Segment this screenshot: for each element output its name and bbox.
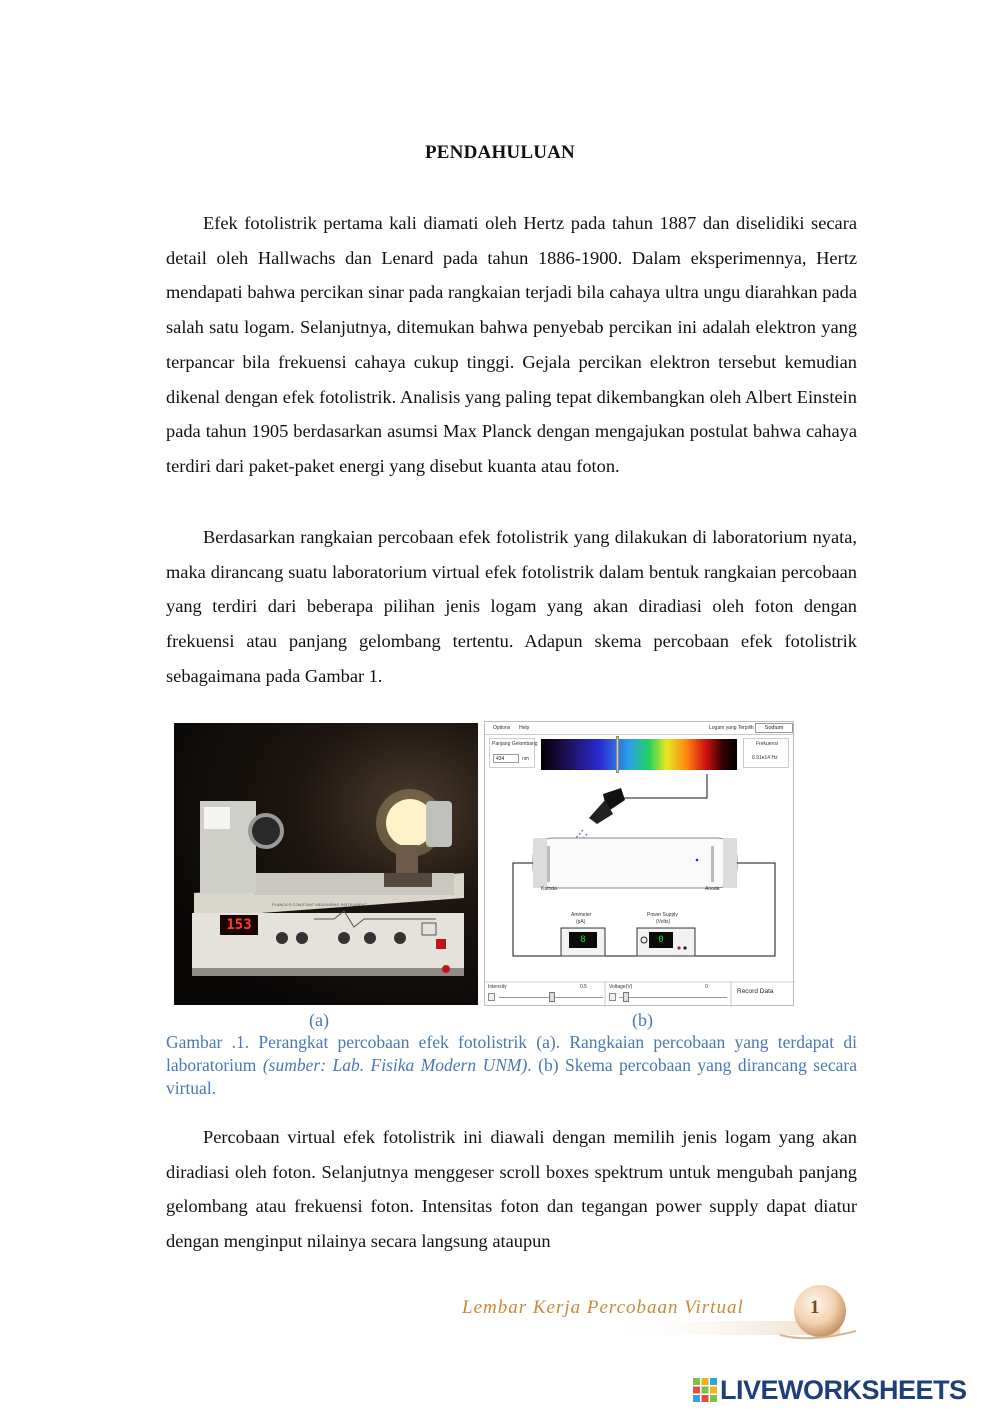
frequency-value: 6.91e14 Hz: [752, 755, 778, 761]
power-supply-unit: (Volts): [656, 919, 671, 925]
intensity-slider-thumb[interactable]: [549, 992, 555, 1002]
liveworksheets-text: LIVEWORKSHEETS: [720, 1374, 967, 1405]
caption-text-2: . (b) Skema percobaan yang dirancang secara virtual.: [166, 1055, 858, 1098]
figure-label-a: (a): [309, 1010, 329, 1030]
instrument-panel-label: PLANCK'S CONSTANT MEASURING INSTRUMENT: [272, 902, 367, 907]
figure-caption: [166, 1031, 857, 1100]
paragraph-intro: Efek fotolistrik pertama kali diamati oleh Hertz pada tahun 1887 dan diselidiki secara detail oleh Hallwachs dan Lenard pada tahun 1886-1900. Dalam eksperimennya, Hertz mendapati bahwa percikan sinar pada rangkaian terjadi bila cahaya ultra ungu diarahkan pada salah satu logam. Selanjutnya, ditemukan bahwa penyebab percikan ini adalah elektron yang terpancar bila frekuensi cahaya cukup tinggi. Gejala percikan elektron tersebut kemudian dikenal dengan efek fotolistrik. Analisis yang paling tepat dikembangkan oleh Albert Einstein pada tahun 1905 berdasarkan asumsi Max Planck dengan mengajukan postulat bahwa cahaya terdiri dari paket-paket energi yang disebut kuanta atau foton.: [166, 213, 857, 476]
voltage-slider-thumb[interactable]: [623, 992, 629, 1002]
metal-select[interactable]: Sodium: [755, 723, 793, 733]
intensity-label: Intensity: [488, 984, 507, 990]
ammeter-label: Ammeter: [571, 912, 592, 918]
ammeter-unit: (pA): [576, 919, 586, 925]
liveworksheets-icon: [692, 1377, 718, 1403]
power-supply-display: 0: [658, 935, 664, 945]
paragraph-procedure: Percobaan virtual efek fotolistrik ini diawali dengan memilih jenis logam yang akan diradiasi oleh foton. Selanjutnya menggeser scroll boxes spektrum untuk mengubah panjang gelombang atau frekuensi foton. Intensitas foton dan tegangan power supply dapat diatur dengan menginput nilainya secara langsung ataupun: [166, 1127, 857, 1252]
caption-text-1: Gambar .1. Perangkat percobaan efek fotolistrik (a). Rangkaian percobaan yang terdapat di laboratorium: [166, 1032, 857, 1075]
intensity-value: 0.5: [580, 984, 587, 990]
circuit-diagram: [485, 722, 795, 1007]
ammeter-display: 8: [580, 935, 586, 945]
metal-label: Logam yang Terpilih: [709, 725, 754, 731]
cathode-label: Katoda: [541, 886, 557, 892]
anode-label: Anoda: [705, 886, 720, 892]
lab-apparatus-photo: [174, 723, 478, 1005]
virtual-simulation: [484, 721, 794, 1006]
apparatus-illustration: [174, 723, 478, 1005]
page-number: 1: [810, 1297, 820, 1318]
caption-source: (sumber: Lab. Fisika Modern UNM): [262, 1055, 528, 1075]
liveworksheets-logo[interactable]: [692, 1375, 967, 1405]
intensity-checkbox[interactable]: [488, 993, 495, 1001]
voltage-label: Voltage(V): [609, 984, 633, 990]
menu-help[interactable]: Help: [519, 725, 530, 731]
voltage-checkbox[interactable]: [609, 993, 616, 1001]
instrument-display: 153: [226, 917, 252, 933]
wavelength-label: Panjang Gelombang: [492, 741, 538, 747]
figure-label-b: (b): [632, 1010, 653, 1030]
menu-options[interactable]: Options: [493, 725, 511, 731]
footer-title: Lembar Kerja Percobaan Virtual: [462, 1297, 744, 1318]
paragraph-virtual-lab: Berdasarkan rangkaian percobaan efek fotolistrik yang dilakukan di laboratorium nyata, maka dirancang suatu laboratorium virtual efek fotolistrik dalam bentuk rangkaian percobaan yang terdiri dari beberapa pilihan jenis logam yang akan diradiasi oleh foton dengan frekuensi atau panjang gelombang tertentu. Adapun skema percobaan efek fotolistrik sebagaimana pada Gambar 1.: [166, 527, 857, 686]
record-data-button[interactable]: Record Data: [737, 988, 774, 995]
voltage-slider-track[interactable]: [619, 997, 727, 998]
wavelength-unit: nm: [522, 756, 529, 762]
section-heading: PENDAHULUAN: [425, 142, 575, 163]
power-supply-label: Power Supply: [647, 912, 678, 918]
voltage-value: 0: [705, 984, 708, 990]
frequency-label: Frekuensi: [756, 741, 778, 747]
wavelength-input[interactable]: 434: [493, 754, 519, 763]
